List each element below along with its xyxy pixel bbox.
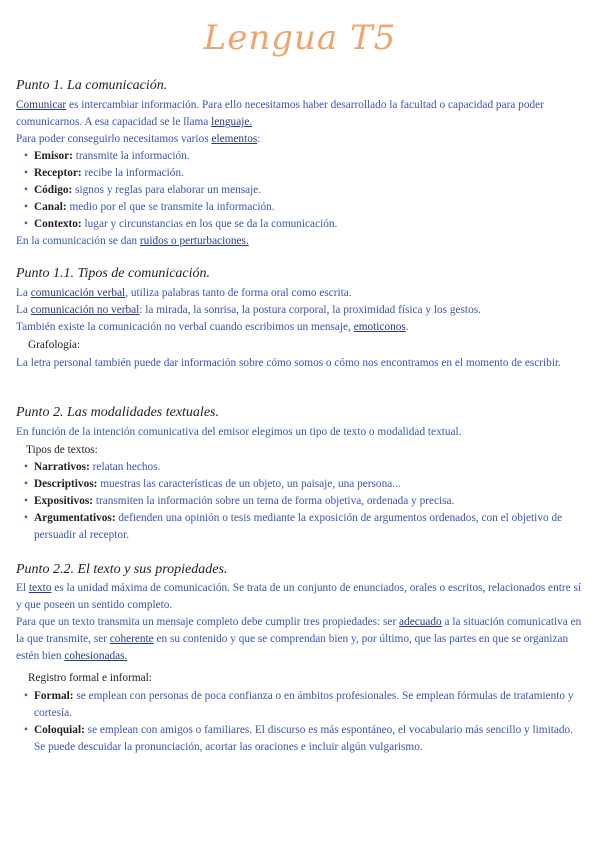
list-item: • Emisor: transmite la información. [24,148,584,165]
text: es intercambiar información. Para ello necesitamos haber desarrollado la facultad o capacidad para poder comunicarnos. A esa capacidad se le llama [16,99,544,128]
page-title: Lengua T5 [203,18,397,58]
term-lenguaje: lenguaje. [211,116,253,128]
section-1-paragraph [16,97,586,148]
subheading-grafologia: Grafología: [28,339,81,351]
text: Para poder conseguirlo necesitamos varios [16,133,212,145]
list-item: • Argumentativos: defienden una opinión o tesis mediante la exposición de argumentos ordenados, con el objetivo de persuadir al receptor. [24,510,584,544]
term-elementos: elementos [211,133,258,145]
section-1-closing [16,233,586,250]
text-types-list [24,459,584,544]
term-verbal: comunicación verbal [30,287,126,299]
list-item: • Canal: medio por el que se transmite la información. [24,199,584,216]
term-comunicar: Comunicar [16,99,67,111]
term-coherente: coherente [109,633,154,645]
list-item: • Descriptivos: muestras las características de un objeto, un paisaje, una persona... [24,476,584,493]
subheading-registro: Registro formal e informal: [28,672,152,684]
term-adecuado: adecuado [399,616,442,628]
elements-list [24,148,584,233]
grafologia-text: La letra personal también puede dar información sobre cómo somos o cómo nos encontramos en el momento de escribir. [16,357,561,369]
list-item: • Contexto: lugar y circunstancias en los que se da la comunicación. [24,216,584,233]
section-heading-2-2: Punto 2.2. El texto y sus propiedades. [16,562,228,577]
subheading-tipos: Tipos de textos: [26,444,98,456]
term-cohesionadas: cohesionadas. [64,650,128,662]
text: En la comunicación se dan [16,235,140,247]
term-ruidos: ruidos o perturbaciones. [139,235,249,247]
list-item: • Coloquial: se emplean con amigos o familiares. El discurso es más espontáneo, el vocabulario más sencillo y limitado. Se puede descuidar la pronunciación, acortar las oraciones e incluir algún vulgarismo. [24,722,584,756]
section-2-2-paragraph: El texto es la unidad máxima de comunicación. Se trata de un conjunto de enunciados, orales o escritos, relacionados entre sí y que poseen un sentido completo. Para que un texto transmita un mensaje completo debe cumplir tres propiedades: ser adecuado a la situación comunicativa en la que transmite, ser coherente en su contenido y que se comprendan bien y, por último, que las partes en que se organizan estén bien cohesionadas. [16,582,582,662]
term-emoticonos: emoticonos [353,321,406,333]
term-no-verbal: comunicación no verbal [30,304,140,316]
section-heading-2: Punto 2. Las modalidades textuales. [16,405,219,420]
text: : [257,133,261,145]
section-heading-1: Punto 1. La comunicación. [16,78,168,93]
section-2-intro: En función de la intención comunicativa del emisor elegimos un tipo de texto o modalidad textual. [16,426,462,438]
section-heading-1-1: Punto 1.1. Tipos de comunicación. [16,266,211,281]
section-1-1-paragraph: La comunicación verbal, utiliza palabras tanto de forma oral como escrita. La comunicación no verbal: la mirada, la sonrisa, la postura corporal, la proximidad física y los gestos. También existe la comunicación no verbal cuando escribimos un mensaje, emoticonos. [16,287,481,333]
list-item: • Narrativos: relatan hechos. [24,459,584,476]
register-list [24,688,584,756]
list-item: • Receptor: recibe la información. [24,165,584,182]
term-texto: texto [28,582,52,594]
list-item: • Código: signos y reglas para elaborar un mensaje. [24,182,584,199]
list-item: • Expositivos: transmiten la información sobre un tema de forma objetiva, ordenada y precisa. [24,493,584,510]
list-item: • Formal: se emplean con personas de poca confianza o en ámbitos profesionales. Se emplean fórmulas de tratamiento y cortesía. [24,688,584,722]
